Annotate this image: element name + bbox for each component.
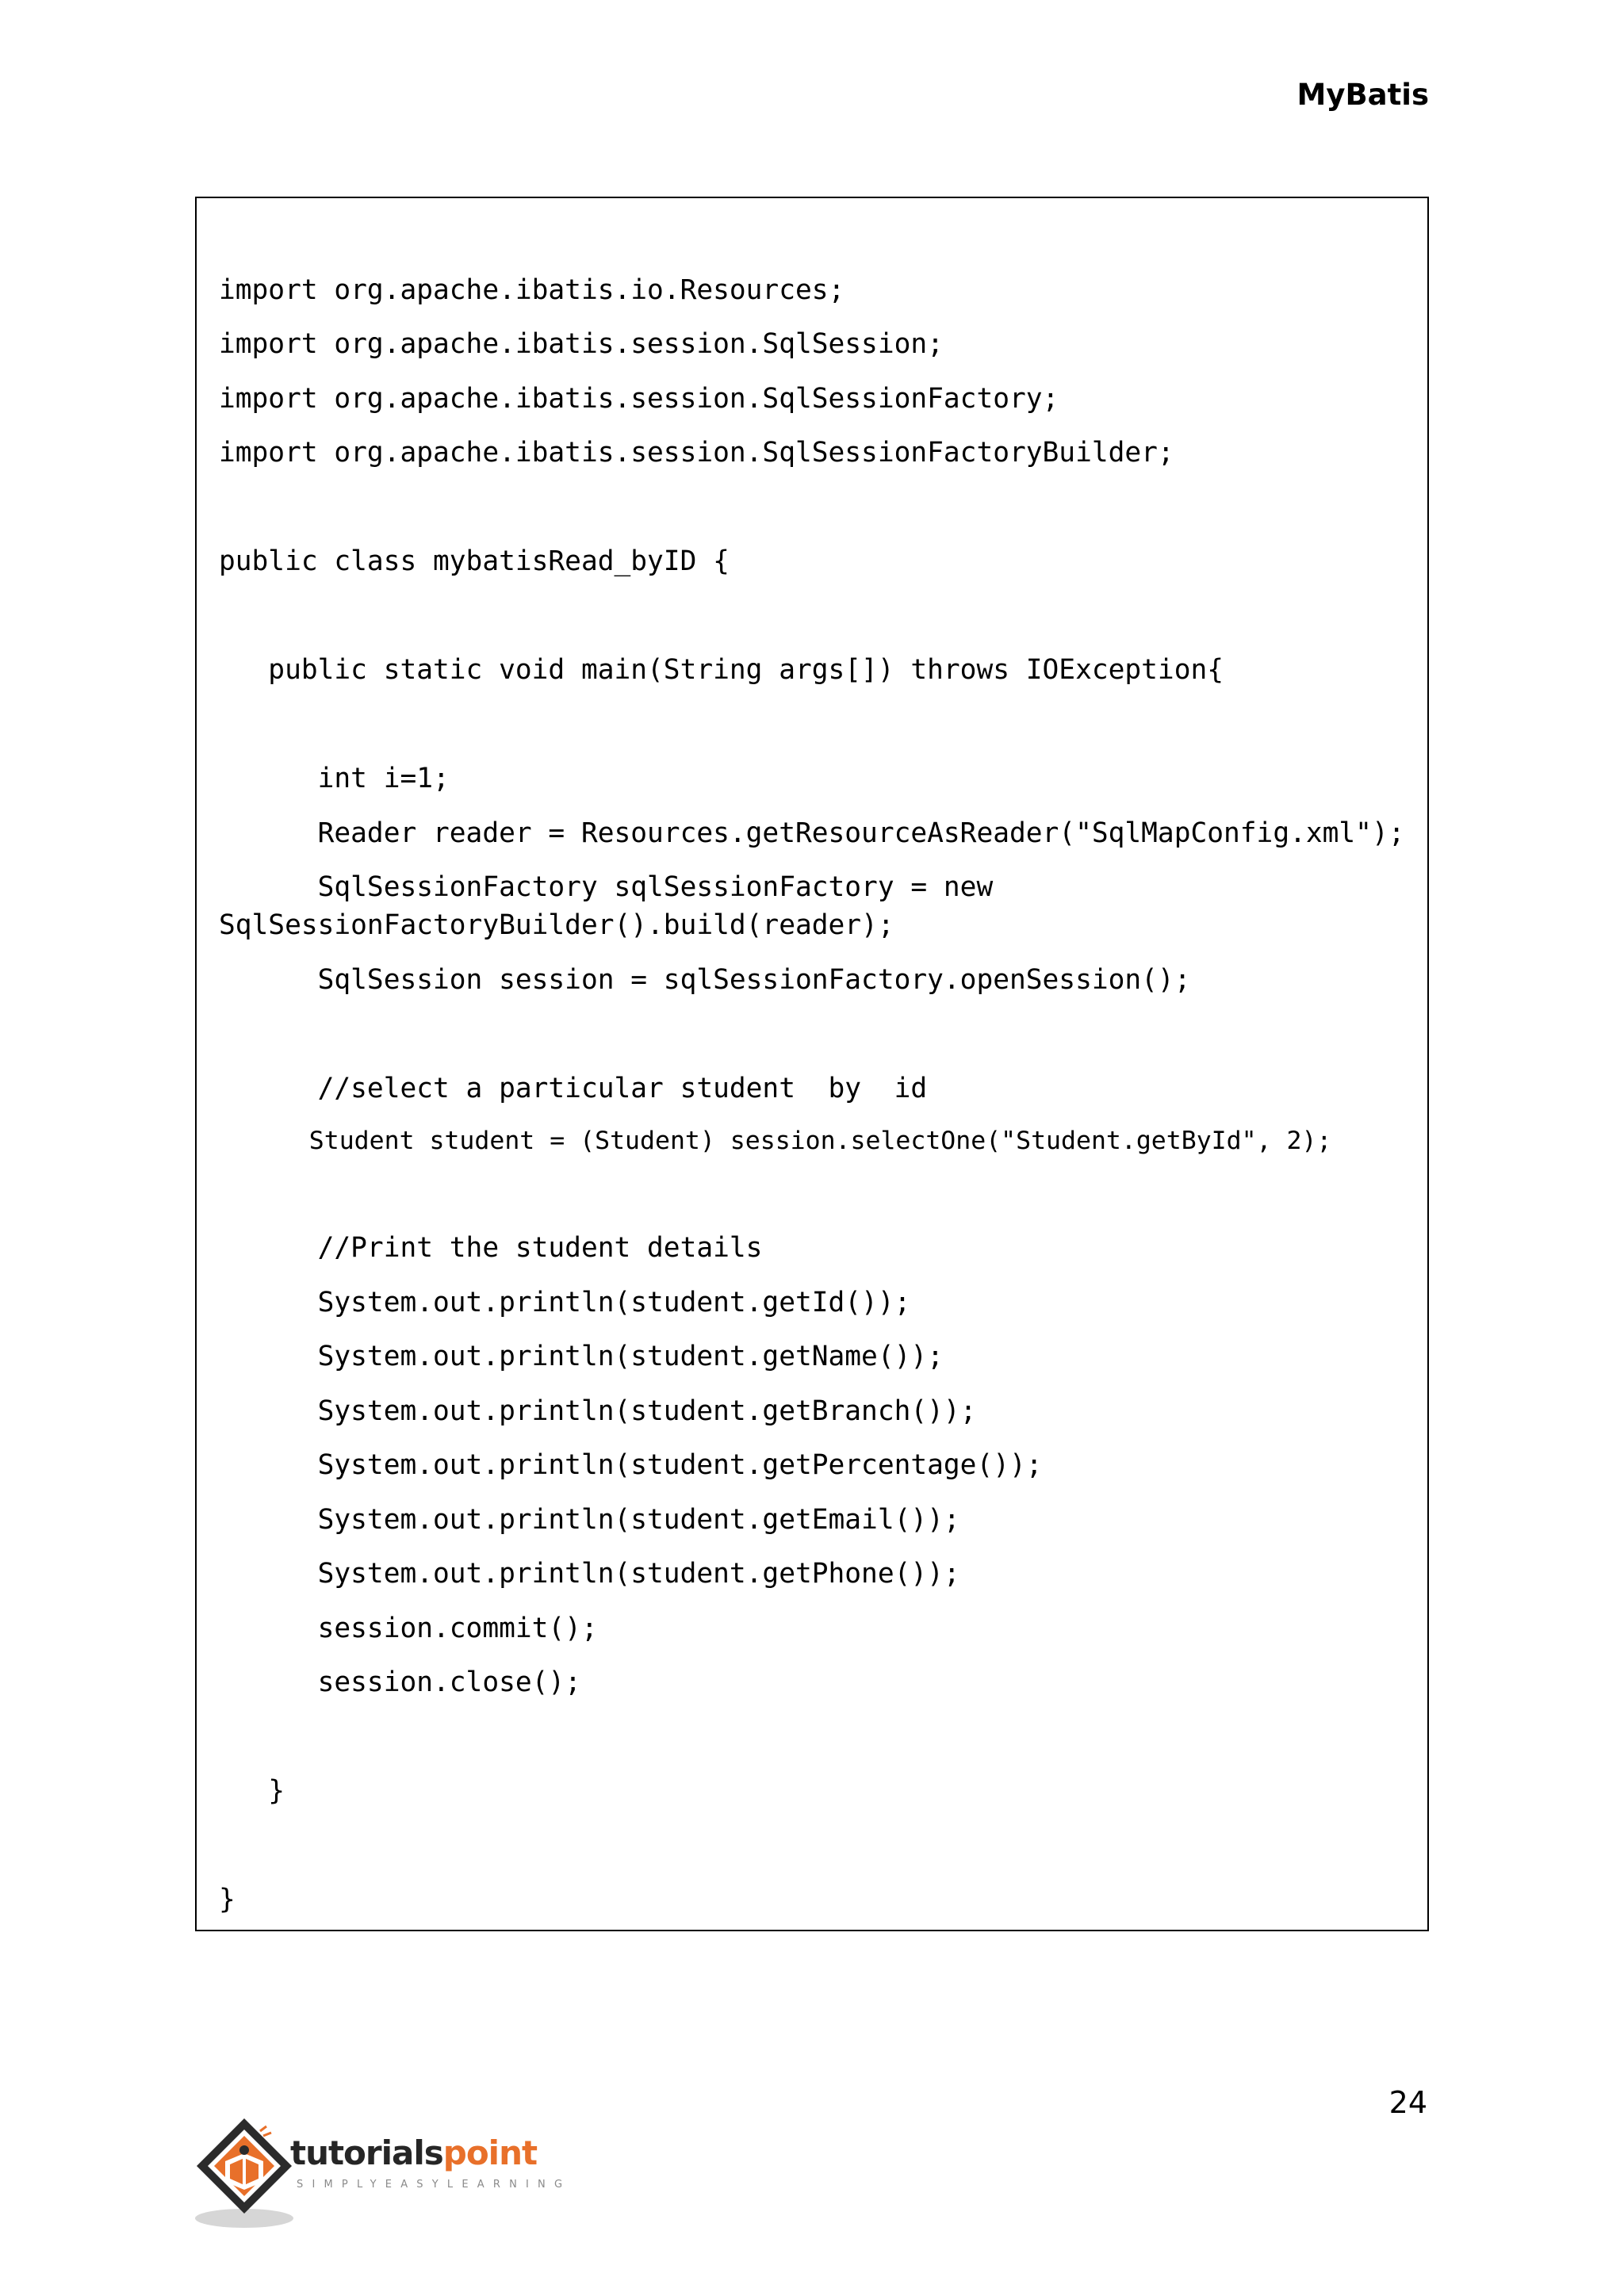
code-line: Student student = (Student) session.selectOne("Student.getById", 2); (219, 1127, 1332, 1155)
code-line: //select a particular student by id (219, 1073, 928, 1104)
code-line: session.commit(); (219, 1613, 598, 1644)
code-line: SqlSessionFactoryBuilder().build(reader); (219, 909, 894, 941)
code-line: System.out.println(student.getPhone()); (219, 1558, 960, 1590)
code-line: import org.apache.ibatis.io.Resources; (219, 274, 845, 306)
code-line: SqlSessionFactory sqlSessionFactory = new (219, 871, 994, 903)
code-line: //Print the student details (219, 1232, 763, 1264)
code-block (195, 197, 1429, 1931)
page-number: 24 (1388, 2085, 1427, 2120)
tutorialspoint-logo (193, 2115, 572, 2234)
logo-wordmark (290, 2133, 537, 2174)
code-line: System.out.println(student.getBranch()); (219, 1395, 977, 1427)
logo-text-main: tutorials (290, 2133, 443, 2172)
code-line: session.close(); (219, 1667, 581, 1698)
logo-tagline: SIMPLYEASYLEARNING (297, 2179, 572, 2191)
code-line: } (219, 1884, 236, 1915)
code-line: import org.apache.ibatis.session.SqlSessionFactoryBuilder; (219, 437, 1174, 469)
code-line: Reader reader = Resources.getResourceAsReader("SqlMapConfig.xml"); (219, 817, 1405, 849)
code-line: public static void main(String args[]) throws IOException{ (219, 654, 1224, 686)
code-line: int i=1; (219, 763, 450, 794)
code-line: System.out.println(student.getEmail()); (219, 1504, 960, 1536)
code-line: import org.apache.ibatis.session.SqlSessionFactory; (219, 383, 1059, 415)
logo-text-accent: point (442, 2133, 538, 2172)
code-line: System.out.println(student.getName()); (219, 1341, 944, 1372)
code-line: import org.apache.ibatis.session.SqlSession; (219, 328, 944, 360)
page-header-title: MyBatis (1297, 78, 1429, 112)
code-line: System.out.println(student.getPercentage()); (219, 1449, 1043, 1481)
code-line: public class mybatisRead_byID { (219, 545, 730, 577)
code-line: } (219, 1775, 285, 1807)
tutorialspoint-logo-icon (193, 2115, 297, 2234)
code-line: System.out.println(student.getId()); (219, 1287, 911, 1318)
code-line: SqlSession session = sqlSessionFactory.openSession(); (219, 964, 1191, 996)
